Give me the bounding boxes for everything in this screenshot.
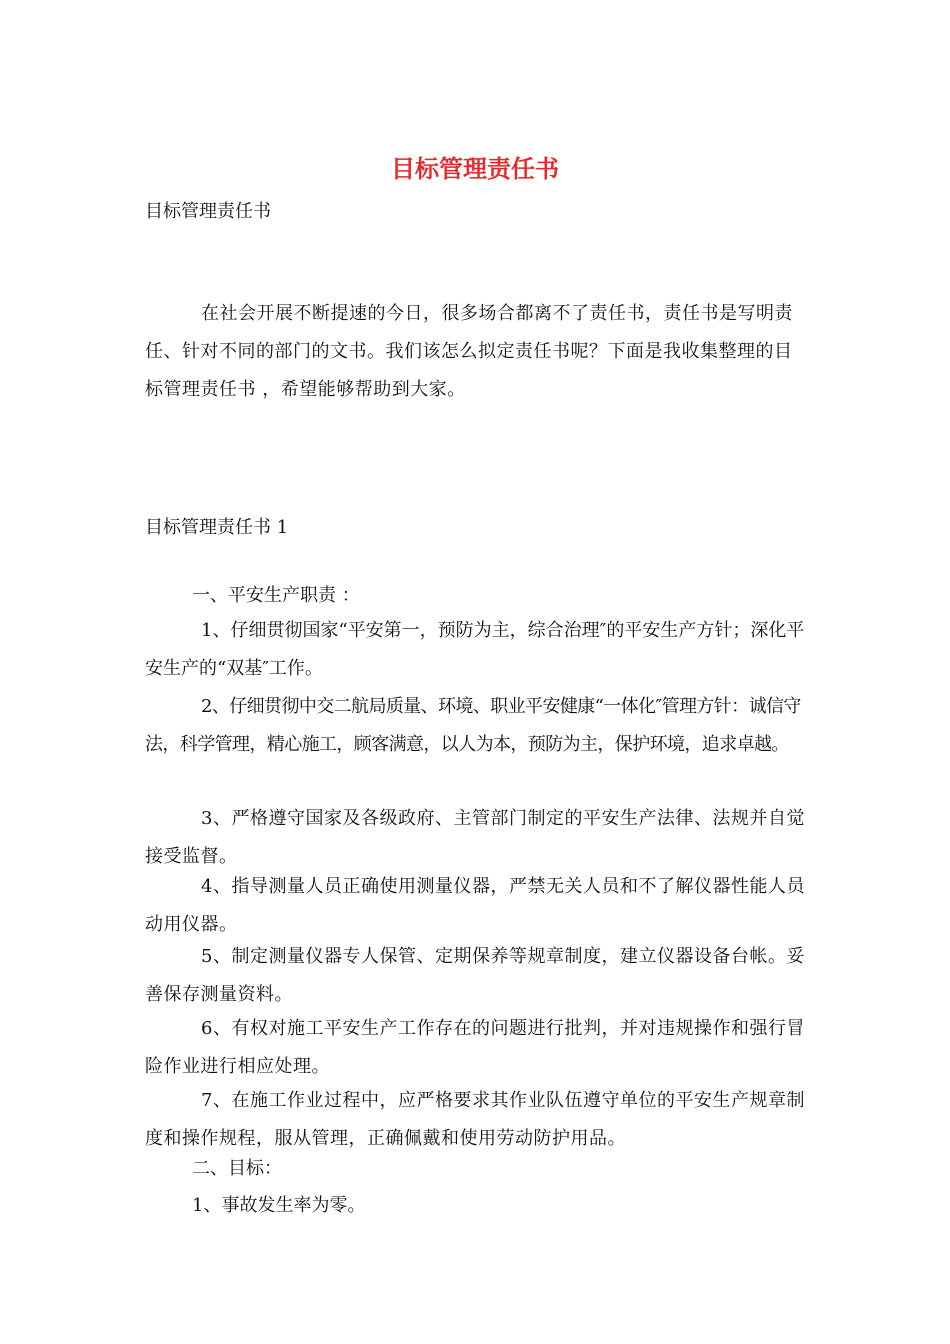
section-heading: 目标管理责任书 1 xyxy=(145,517,289,538)
part2-heading: 二、目标： xyxy=(192,1158,282,1179)
part1-heading: 一、平安生产职责 ： xyxy=(192,585,360,606)
list-item: 7、在施工作业过程中，应严格要求其作业队伍遵守单位的平安生产规章制度和操作规程，服从管理，正确佩戴和使用劳动防护用品。 xyxy=(145,1090,805,1149)
list-item: 1、仔细贯彻国家“平安第一，预防为主，综合治理″的平安生产方针；深化平安生产的“双基″工作。 xyxy=(145,620,805,679)
list-item: 5、制定测量仪器专人保管、定期保养等规章制度，建立仪器设备台帐。妥善保存测量资料。 xyxy=(145,946,805,1005)
list-item: 6、有权对施工平安生产工作存在的问题进行批判，并对违规操作和强行冒险作业进行相应处理。 xyxy=(145,1018,805,1077)
list-item: 3、严格遵守国家及各级政府、主管部门制定的平安生产法律、法规并自觉接受监督。 xyxy=(145,808,805,867)
list-item: 2、仔细贯彻中交二航局质量、环境、职业平安健康“一体化″管理方针：诚信守法，科学管理，精心施工，顾客满意，以人为本，预防为主，保护环境，追求卓越。 xyxy=(145,696,801,755)
document-title: 目标管理责任书 xyxy=(391,154,559,183)
goal-item: 1、事故发生率为零。 xyxy=(192,1195,366,1216)
list-item: 4、指导测量人员正确使用测量仪器，严禁无关人员和不了解仪器性能人员动用仪器。 xyxy=(145,876,805,935)
intro-paragraph: 在社会开展不断提速的今日，很多场合都离不了责任书，责任书是写明责任、针对不同的部门的文书。我们该怎么拟定责任书呢？下面是我收集整理的目标管理责任书 ，希望能够帮助到大家。 xyxy=(145,303,793,400)
document-subtitle: 目标管理责任书 xyxy=(145,201,271,222)
